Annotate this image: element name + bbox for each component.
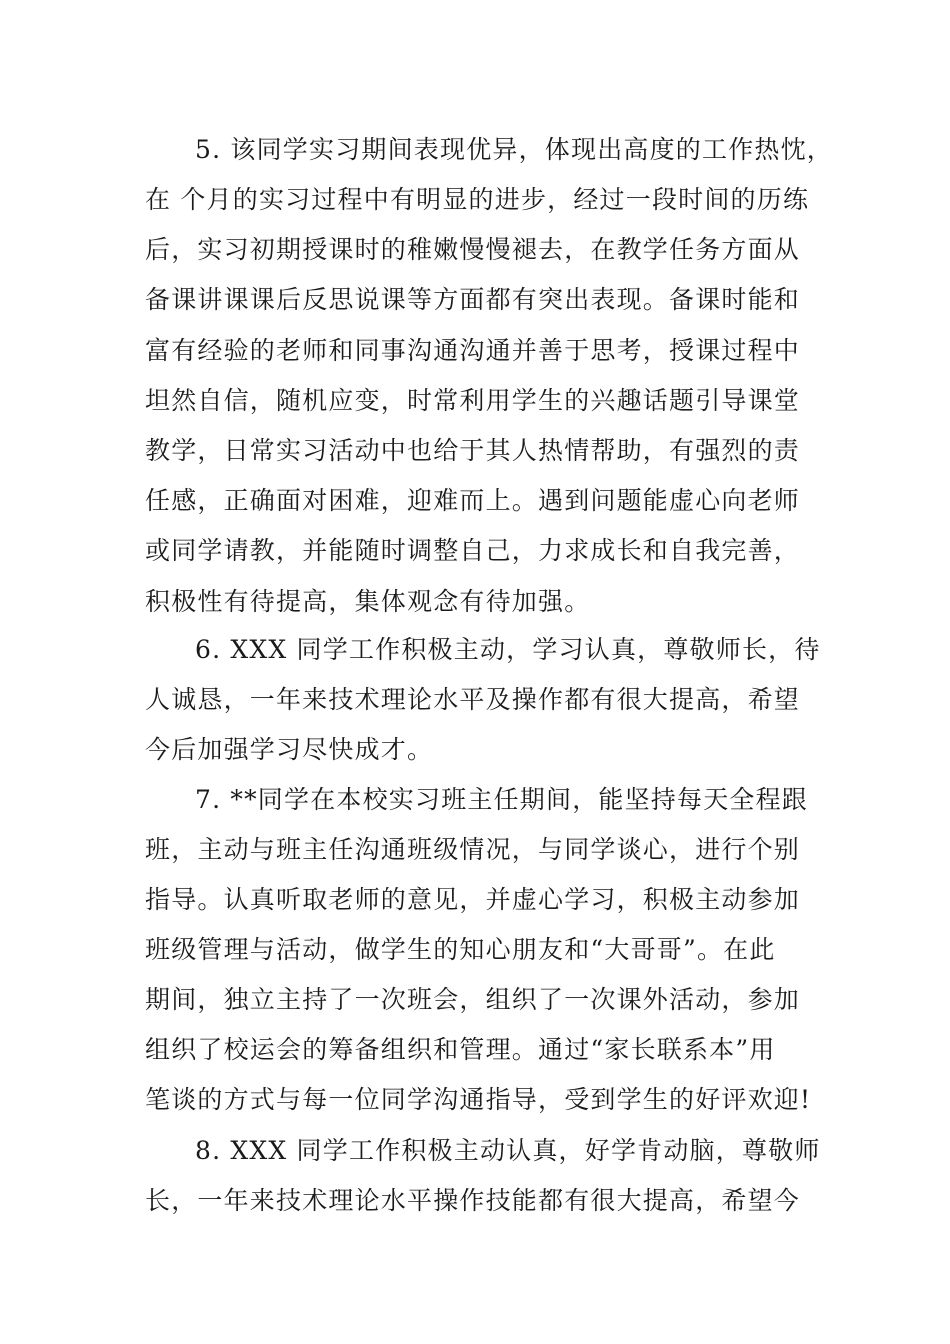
text-line: 坦然自信，随机应变，时常利用学生的兴趣话题引导课堂 xyxy=(145,386,801,415)
text-line: 或同学请教，并能随时调整自己，力求成长和自我完善， xyxy=(145,536,801,565)
text-line: 长，一年来技术理论水平操作技能都有很大提高，希望今 xyxy=(145,1186,801,1215)
text-line: 期间，独立主持了一次班会，组织了一次课外活动，参加 xyxy=(145,985,801,1014)
text-line: 人诚恳，一年来技术理论水平及操作都有很大提高，希望 xyxy=(145,685,801,714)
text-line: 5. 该同学实习期间表现优异，体现出高度的工作热忱， xyxy=(195,135,834,164)
text-line: 班，主动与班主任沟通班级情况，与同学谈心，进行个别 xyxy=(145,835,801,864)
text-line: 任感，正确面对困难，迎难而上。遇到问题能虚心向老师 xyxy=(145,486,801,515)
text-line: 8. XXX 同学工作积极主动认真，好学肯动脑，尊敬师 xyxy=(195,1136,821,1165)
text-line: 7. **同学在本校实习班主任期间，能坚持每天全程跟 xyxy=(195,785,809,814)
text-line: 组织了校运会的筹备组织和管理。通过“家长联系本”用 xyxy=(145,1035,776,1064)
text-line: 班级管理与活动，做学生的知心朋友和“大哥哥”。在此 xyxy=(145,935,776,964)
text-line: 6. XXX 同学工作积极主动，学习认真，尊敬师长，待 xyxy=(195,635,821,664)
text-line: 笔谈的方式与每一位同学沟通指导，受到学生的好评欢迎! xyxy=(145,1085,812,1114)
text-line: 富有经验的老师和同事沟通沟通并善于思考，授课过程中 xyxy=(145,336,801,365)
text-line: 备课讲课课后反思说课等方面都有突出表现。备课时能和 xyxy=(145,285,801,314)
text-line: 教学，日常实习活动中也给于其人热情帮助，有强烈的责 xyxy=(145,436,801,465)
text-line: 在 个月的实习过程中有明显的进步，经过一段时间的历练 xyxy=(145,185,810,214)
text-line: 后，实习初期授课时的稚嫩慢慢褪去，在教学任务方面从 xyxy=(145,235,801,264)
text-line: 积极性有待提高，集体观念有待加强。 xyxy=(145,587,591,616)
text-line: 指导。认真听取老师的意见，并虚心学习，积极主动参加 xyxy=(145,885,801,914)
text-line: 今后加强学习尽快成才。 xyxy=(145,735,434,764)
